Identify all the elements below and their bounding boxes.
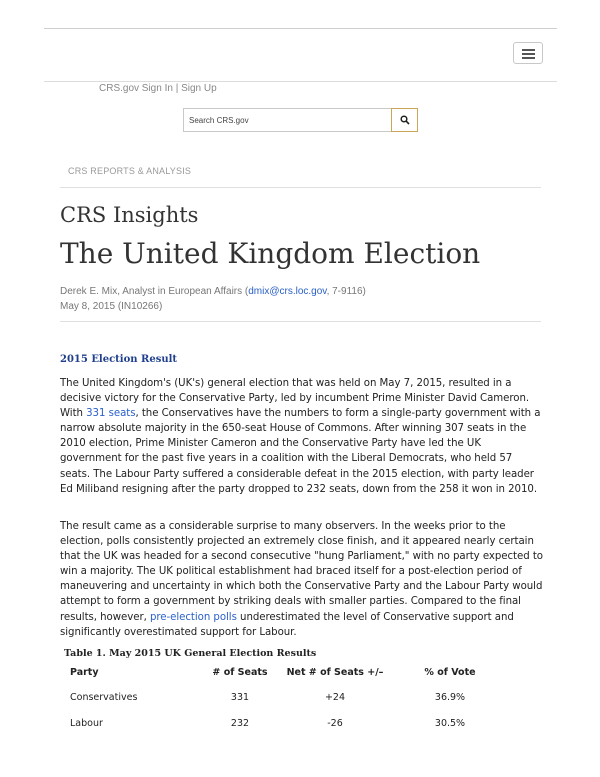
paragraph-text: The United Kingdom's (UK's) general election that was held on May 7, 2015, resulted in a decisive victory for the Conservative Party, led by incumbent Prime Minister David Cameron. With	[60, 378, 530, 420]
sign-in-link[interactable]: CRS.gov Sign In	[99, 83, 173, 94]
header-net-seats: Net # of Seats +/–	[286, 666, 384, 678]
top-divider	[44, 28, 557, 29]
section-heading: 2015 Election Result	[60, 354, 178, 365]
search-input[interactable]	[183, 108, 391, 132]
section-label[interactable]: CRS REPORTS & ANALYSIS	[68, 166, 192, 176]
polls-link[interactable]: pre-election polls	[149, 611, 237, 623]
hamburger-menu-icon[interactable]	[513, 42, 543, 64]
table-row	[60, 684, 500, 710]
cell-vote-share: 36.9%	[434, 691, 466, 703]
cell-net-seats: +24	[324, 691, 346, 703]
author-line	[60, 284, 366, 299]
menu-bar	[522, 57, 535, 59]
sign-up-link[interactable]: Sign Up	[181, 83, 217, 94]
header-party: Party	[70, 666, 99, 678]
results-table	[60, 660, 500, 736]
cell-vote-share: 30.5%	[434, 717, 466, 729]
search-icon	[400, 115, 410, 125]
series-title: CRS Insights	[60, 203, 199, 227]
cell-seats: 331	[230, 691, 250, 703]
section-divider	[60, 187, 541, 188]
meta-divider	[60, 321, 541, 322]
header-seats: # of Seats	[212, 666, 268, 678]
menu-bar	[522, 49, 535, 51]
cell-seats: 232	[230, 717, 250, 729]
paragraph-2	[60, 519, 544, 640]
table-row	[60, 710, 500, 736]
cell-party: Conservatives	[70, 691, 138, 703]
search-button[interactable]	[391, 108, 418, 132]
cell-party: Labour	[70, 717, 103, 729]
account-links	[99, 83, 217, 94]
page-title: The United Kingdom Election	[60, 237, 481, 270]
menu-bar	[522, 53, 535, 55]
header-vote-share: % of Vote	[424, 666, 476, 678]
seats-link[interactable]: 331 seats	[86, 408, 136, 420]
table-header-row	[60, 660, 500, 684]
date-line: May 8, 2015 (IN10266)	[60, 301, 163, 312]
paragraph-text: underestimated the level of Conservative support and significantly overestimated support for Labour.	[60, 611, 514, 638]
cell-net-seats: -26	[327, 717, 343, 729]
table-caption: Table 1. May 2015 UK General Election Results	[64, 648, 317, 659]
nav-divider	[44, 81, 557, 82]
link-separator: |	[172, 83, 182, 94]
search-form	[183, 108, 418, 132]
author-text: Derek E. Mix, Analyst in European Affairs (	[60, 286, 249, 297]
paragraph-text: The result came as a considerable surprise to many observers. In the weeks prior to the election, polls consistently projected an extremely close finish, and it appeared nearly certain that the UK was headed for a second consecutive "hung Parliament," with no party expected to win a majority. The UK political establishment had braced itself for a post-election period of maneuvering and uncertainty in which both the Conservative Party and the Labour Party would attempt to form a government by striking deals with smaller parties. Compared to the final results, however,	[60, 521, 543, 623]
paragraph-1	[60, 376, 544, 497]
paragraph-text: , the Conservatives have the numbers to form a single-party government with a narrow absolute majority in the 650-seat House of Commons. After winning 307 seats in the 2010 election, Prime Minister Cameron and the Conservative Party have led the UK government for the past five years in a coalition with the Liberal Democrats, who held 57 seats. The Labour Party suffered a considerable defeat in the 2015 election, with party leader Ed Miliband resigning after the party dropped to 232 seats, down from the 258 it won in 2010.	[60, 408, 541, 495]
author-email-link[interactable]: dmix@crs.loc.gov	[248, 286, 327, 297]
byline	[60, 284, 366, 314]
author-phone: , 7-9116)	[326, 286, 366, 297]
